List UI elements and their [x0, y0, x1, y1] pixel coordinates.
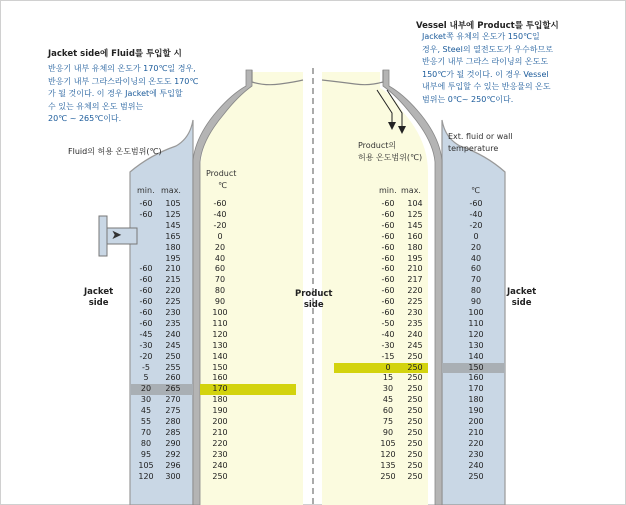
right-wall-temp-value: 110	[468, 318, 484, 328]
left-jacket-max-value: 255	[165, 362, 181, 372]
right-product-min-value: 45	[382, 395, 394, 405]
left-jacket-min-value: -60	[139, 209, 153, 219]
left-product-temp-value: 110	[212, 318, 228, 328]
right-product-max-value: 180	[407, 242, 423, 252]
right-desc-line-4: 150℃가 될 것이다. 이 경우 Vessel	[422, 69, 549, 79]
left-product-temp-value: 200	[212, 417, 228, 426]
right-product-min-value: 15	[382, 373, 394, 383]
left-jacket-max-value: 250	[165, 351, 181, 361]
left-jacket-min-value: 5	[143, 373, 149, 383]
left-product-temp-value: 80	[214, 286, 226, 296]
left-jacket-max-value: 220	[165, 286, 181, 296]
left-jacket-min-value: -45	[139, 329, 153, 339]
left-product-temp-value: 190	[212, 406, 228, 416]
left-desc-line-2: 반응기 내부 그라스라이닝의 온도도 170℃	[48, 76, 199, 86]
left-product-temp-value: 180	[212, 395, 228, 405]
right-wall-temp-value: 70	[470, 275, 482, 285]
right-wall-temp-value: 90	[470, 297, 482, 307]
right-wall-temp-value: 220	[468, 438, 484, 448]
right-product-max-value: 210	[407, 264, 423, 274]
left-product-temp-value: 240	[212, 460, 228, 470]
right-product-max-value: 245	[407, 340, 423, 350]
left-desc-line-3: 가 될 것이다. 이 경우 Jacket에 투입할	[48, 89, 183, 99]
wall-temp-label-1: Ext. fluid or wall	[448, 132, 513, 141]
right-product-max-value: 250	[407, 373, 423, 383]
right-product-min-value: -60	[381, 231, 395, 241]
left-product-temp-value: 70	[214, 275, 226, 285]
right-product-min-value: -30	[381, 340, 395, 350]
right-product-max-value: 250	[407, 471, 423, 481]
right-product-max-value: 160	[407, 231, 423, 241]
right-product-min-value: 75	[382, 417, 394, 426]
right-desc-line-2: 경우, Steel의 열전도도가 우수하므로	[422, 44, 553, 54]
left-desc-line-5: 20℃ ~ 265℃이다.	[48, 114, 122, 124]
left-jacket-min-value	[132, 254, 160, 265]
left-jacket-max-value: 240	[165, 329, 181, 339]
right-wall-temp-value: 130	[468, 340, 484, 350]
left-jacket-min-value: 45	[140, 406, 152, 416]
left-jacket-min-value: 120	[138, 471, 154, 481]
left-jacket-max-value: 215	[165, 275, 181, 285]
right-desc-line-6: 범위는 0℃~ 250℃이다.	[422, 94, 514, 104]
left-jacket-max-value: 195	[165, 253, 181, 263]
left-product-temp-value: -20	[213, 220, 227, 230]
product-side-label-line-1: Product	[295, 289, 333, 299]
left-jacket-max-value: 292	[165, 449, 181, 459]
right-wall-temp-value: 200	[468, 417, 484, 426]
right-product-max-value: 250	[407, 427, 423, 437]
right-min-header: min.	[379, 186, 397, 195]
right-product-min-value: -60	[381, 286, 395, 296]
right-wall-temp-value: 20	[470, 242, 482, 252]
left-product-temp-value: -60	[213, 199, 227, 208]
right-product-max-value: 195	[407, 253, 423, 263]
left-jacket-min-value: -5	[142, 362, 150, 372]
left-product-temp-value: -40	[213, 209, 227, 219]
right-product-max-value: 225	[407, 297, 423, 307]
left-jacket-max-value: 125	[165, 209, 181, 219]
left-product-temp-value: 130	[212, 340, 228, 350]
right-product-max-value: 250	[407, 395, 423, 405]
left-jacket-min-value: -60	[139, 318, 153, 328]
product-side-label-line-2: side	[303, 300, 324, 310]
left-product-temp-value: 230	[212, 449, 228, 459]
left-product-temp-value: 150	[212, 362, 228, 372]
left-jacket-min-value	[132, 232, 160, 243]
right-product-min-value: 135	[380, 460, 396, 470]
left-product-temp-value: 160	[212, 373, 228, 383]
right-product-min-value: -15	[381, 351, 395, 361]
right-wall-temp-value: 80	[470, 286, 482, 296]
right-product-max-value: 250	[407, 362, 423, 372]
right-wall-temp-value: 140	[468, 351, 484, 361]
right-wall-temp-value: 60	[470, 264, 482, 274]
left-jacket-max-value: 296	[165, 460, 181, 470]
right-product-min-value: -60	[381, 275, 395, 285]
right-product-min-value: 250	[380, 471, 396, 481]
inlet-arrow-icon: ➤	[111, 228, 122, 243]
left-description	[48, 63, 198, 126]
left-jacket-max-value: 230	[165, 308, 181, 317]
left-product-temp-value: 20	[214, 242, 226, 252]
right-product-min-value: -60	[381, 220, 395, 230]
right-product-range-label-2: 허용 온도범위(℃)	[358, 153, 423, 162]
right-description	[422, 31, 553, 107]
right-wall-temp-value: 0	[473, 231, 479, 241]
right-product-max-value: 217	[407, 275, 423, 285]
right-jacket-label-line-2: side	[511, 298, 532, 308]
right-wall-temp-value: 170	[468, 384, 484, 394]
left-product-temp-value: 250	[212, 471, 228, 481]
left-jacket-min-value: -60	[139, 199, 153, 208]
right-product-min-value: -60	[381, 199, 395, 208]
jacket-inlet-flange	[99, 216, 107, 256]
left-product-temp-value: 120	[212, 329, 228, 339]
right-product-min-value: 105	[380, 438, 396, 448]
left-max-header: max.	[161, 186, 181, 195]
left-jacket-min-value: 20	[140, 384, 152, 394]
right-wall-temp-value: 100	[468, 308, 484, 317]
left-jacket-label	[84, 287, 113, 309]
right-product-max-value: 235	[407, 318, 423, 328]
right-wall-temp-value: 240	[468, 460, 484, 470]
left-product-header-2: ℃	[218, 181, 227, 190]
left-jacket-min-value: -60	[139, 286, 153, 296]
left-product-temp-value: 210	[212, 427, 228, 437]
left-jacket-min-value: 105	[138, 460, 154, 470]
left-jacket-min-value: 70	[140, 427, 152, 437]
left-product-temp-value: 100	[212, 308, 228, 317]
right-product-max-value: 250	[407, 351, 423, 361]
left-jacket-max-value: 265	[165, 384, 181, 394]
right-product-max-value: 250	[407, 406, 423, 416]
left-jacket-min-value: -20	[139, 351, 153, 361]
left-jacket-max-value: 245	[165, 340, 181, 350]
right-wall-temp-value: 210	[468, 427, 484, 437]
right-product-min-value: -40	[381, 329, 395, 339]
right-product-min-value: -50	[381, 318, 395, 328]
right-product-min-value: 90	[382, 427, 394, 437]
left-jacket-min-value: -60	[139, 297, 153, 307]
left-jacket-min-value: 55	[140, 417, 152, 426]
left-jacket-label-line-1: Jacket	[84, 287, 114, 297]
right-product-max-value: 104	[407, 199, 423, 208]
left-jacket-max-value: 280	[165, 417, 181, 426]
right-product-min-value: -60	[381, 253, 395, 263]
left-heading: Jacket side에 Fluid를 투입할 시	[48, 49, 182, 59]
left-jacket-min-value	[132, 243, 160, 254]
left-jacket-min-value: 30	[140, 395, 152, 405]
right-product-min-value: -60	[381, 264, 395, 274]
right-product-min-value: 30	[382, 384, 394, 394]
left-jacket-max-value: 165	[165, 231, 181, 241]
left-product-temp-value: 90	[214, 297, 226, 307]
right-wall-temp-value: -20	[469, 220, 483, 230]
right-product-min-value: 120	[380, 449, 396, 459]
right-wall-temp-value: 230	[468, 449, 484, 459]
left-jacket-max-value: 145	[165, 220, 181, 230]
right-wall-temp-value: 250	[468, 471, 484, 481]
right-desc-line-5: 내부에 투입할 수 있는 반응물의 온도	[422, 82, 551, 92]
right-product-min-value: 60	[382, 406, 394, 416]
right-desc-line-1: Jacket쪽 유체의 온도가 150℃일	[422, 32, 540, 41]
right-product-max-value: 125	[407, 209, 423, 219]
left-product-temp-value: 40	[214, 253, 226, 263]
left-jacket-max-value: 235	[165, 318, 181, 328]
left-product-temp-value: 170	[212, 384, 228, 394]
left-product-temp-value: 0	[217, 231, 223, 241]
left-jacket-label-line-2: side	[88, 298, 109, 308]
right-product-max-value: 220	[407, 286, 423, 296]
left-jacket-min-value: 95	[140, 449, 152, 459]
right-product-range-label-1: Product의	[358, 141, 397, 150]
right-wall-header: ℃	[471, 186, 480, 195]
right-wall-temp-value: 180	[468, 395, 484, 405]
right-product-max-value: 250	[407, 438, 423, 448]
left-jacket-max-value: 285	[165, 427, 181, 437]
left-jacket-min-value: -30	[139, 340, 153, 350]
left-jacket-min-value: -60	[139, 264, 153, 274]
right-product-min-value: 0	[385, 362, 391, 372]
right-product-max-value: 240	[407, 329, 423, 339]
left-jacket-max-value: 275	[165, 406, 181, 416]
left-jacket-max-value: 300	[165, 471, 181, 481]
left-range-label: Fluid의 허용 온도범위(℃)	[68, 147, 162, 156]
left-jacket-max-value: 210	[165, 264, 181, 274]
right-heading: Vessel 내부에 Product를 투입할시	[416, 21, 559, 31]
right-product-max-value: 250	[407, 449, 423, 459]
right-desc-line-3: 반응기 내부 그라스 라이닝의 온도도	[422, 57, 549, 67]
wall-temp-label-2: temperature	[448, 144, 499, 153]
left-product-temp-value: 60	[214, 264, 226, 274]
product-side-label	[295, 289, 333, 311]
right-wall-temp-value: -40	[469, 209, 483, 219]
right-max-header: max.	[401, 186, 421, 195]
left-min-header: min.	[137, 186, 155, 195]
right-product-min-value: -60	[381, 308, 395, 317]
right-product-max-value: 250	[407, 417, 423, 426]
left-jacket-max-value: 180	[165, 242, 181, 252]
left-desc-line-4: 수 있는 유체의 온도 범위는	[48, 101, 144, 111]
right-jacket-label-line-1: Jacket	[507, 287, 537, 297]
right-wall-temp-value: 150	[468, 362, 484, 372]
right-product-max-value: 250	[407, 384, 423, 394]
left-product-header-1: Product	[206, 169, 237, 178]
left-jacket-max-value: 260	[165, 373, 181, 383]
left-jacket-max-value: 270	[165, 395, 181, 405]
right-wall-temp-value: 120	[468, 329, 484, 339]
left-jacket-max-value: 105	[165, 199, 181, 208]
right-product-min-value: -60	[381, 209, 395, 219]
right-product-min-value: -60	[381, 297, 395, 307]
left-jacket-max-value: 225	[165, 297, 181, 307]
right-product-max-value: 250	[407, 460, 423, 470]
left-product-temp-value: 220	[212, 438, 228, 448]
left-jacket-min-value: 80	[140, 438, 152, 448]
right-jacket-label	[507, 287, 536, 309]
left-jacket-min-value	[132, 221, 160, 232]
right-product-min-value: -60	[381, 242, 395, 252]
right-wall-temp-value: 40	[470, 253, 482, 263]
right-product-max-value: 230	[407, 308, 423, 317]
right-wall-temp-value: 160	[468, 373, 484, 383]
left-jacket-max-value: 290	[165, 438, 181, 448]
right-wall-temp-value: 190	[468, 406, 484, 416]
left-product-temp-value: 140	[212, 351, 228, 361]
right-product-max-value: 145	[407, 220, 423, 230]
right-wall-temp-value: -60	[469, 199, 483, 208]
left-jacket-min-value: -60	[139, 275, 153, 285]
left-desc-line-1: 반응기 내부 유체의 온도가 170℃일 경우,	[48, 64, 196, 73]
left-jacket-min-value: -60	[139, 308, 153, 317]
